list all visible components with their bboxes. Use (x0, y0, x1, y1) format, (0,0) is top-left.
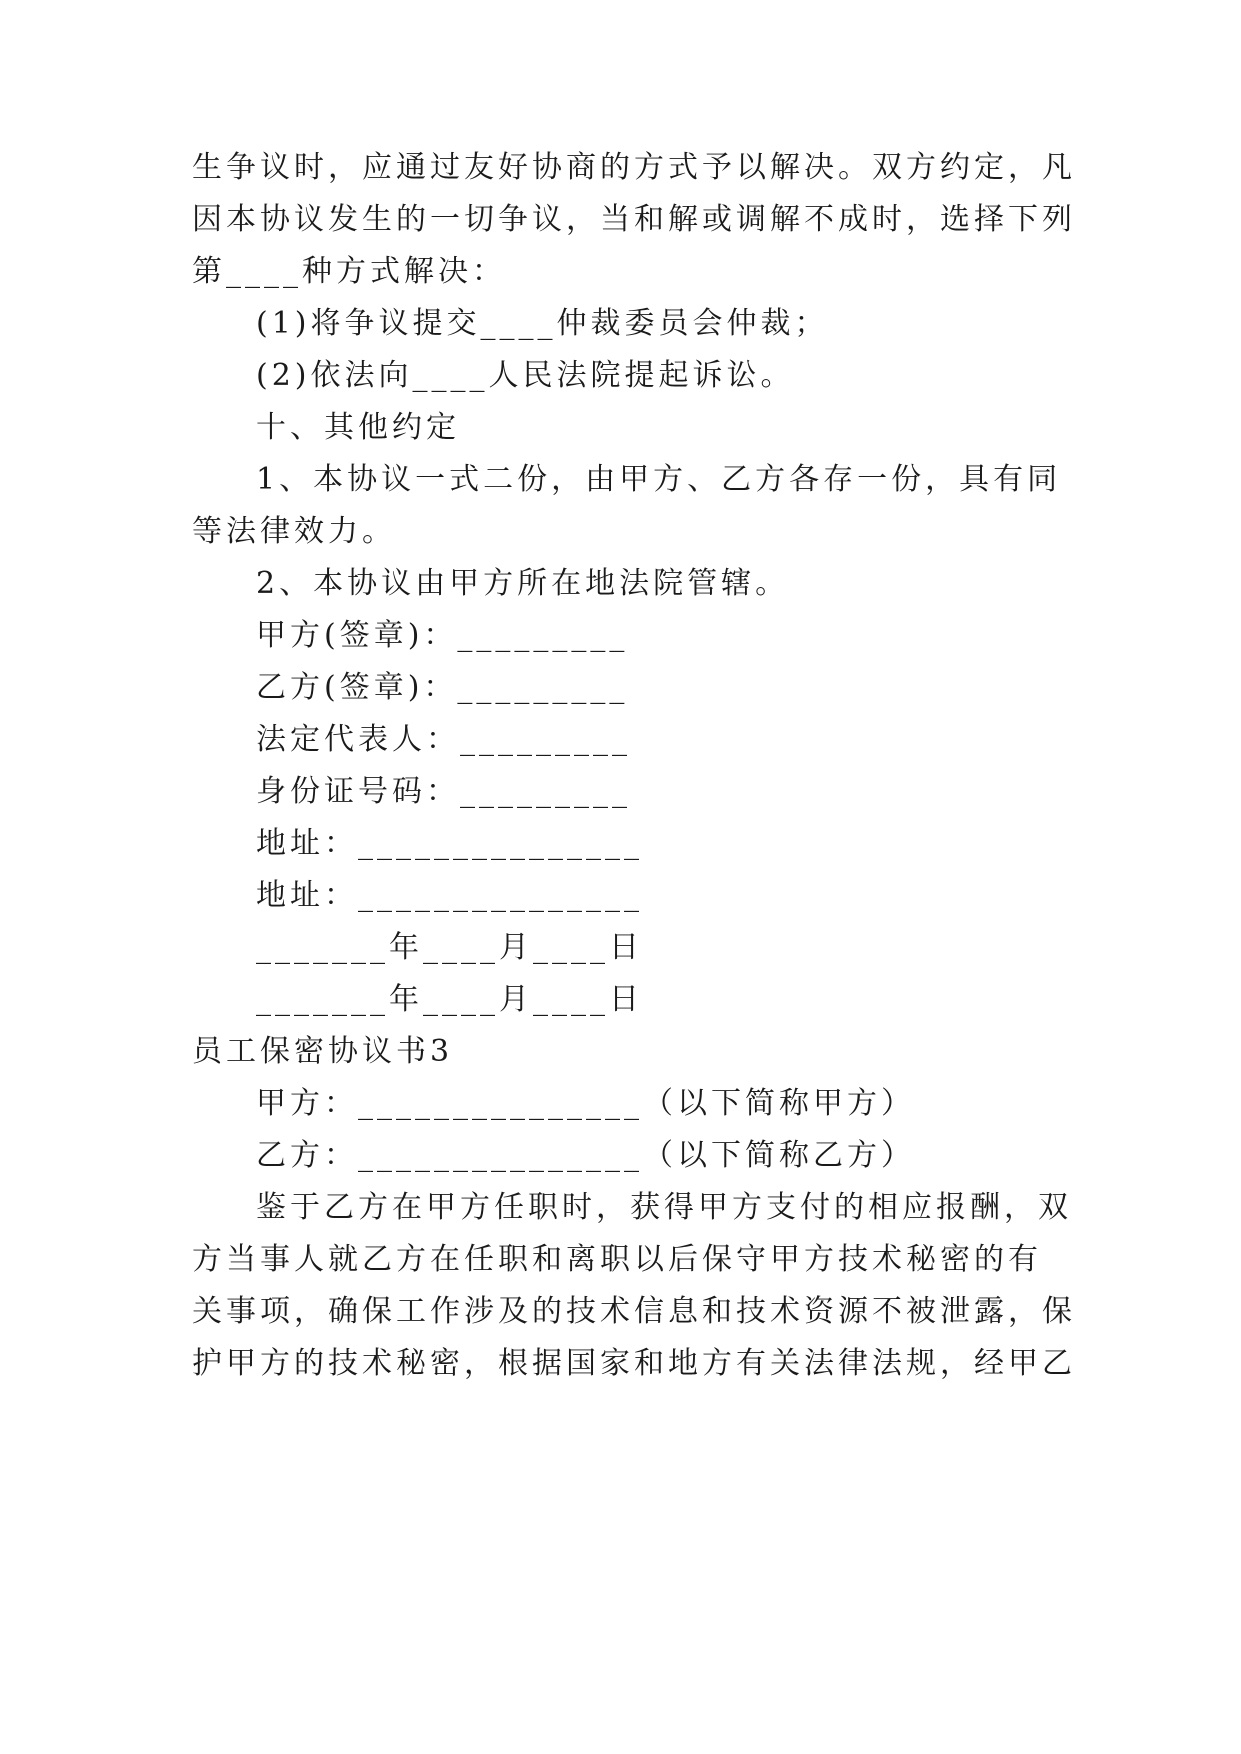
id-number-field: 身份证号码：_________ (256, 774, 631, 809)
party-b-field: 乙方：_______________（以下简称乙方） (256, 1138, 915, 1173)
signature-field-party-b: 乙方(签章)：_________ (256, 670, 629, 705)
date-field: _______年____月____日 (256, 930, 643, 965)
paragraph-line: 护甲方的技术秘密，根据国家和地方有关法律法规，经甲乙 (192, 1346, 1076, 1381)
paragraph-line: 1、本协议一式二份，由甲方、乙方各存一份，具有同 (256, 462, 1062, 497)
document-title: 员工保密协议书3 (192, 1034, 454, 1069)
list-item: (1)将争议提交____仲裁委员会仲裁； (256, 306, 829, 341)
legal-representative-field: 法定代表人：_________ (256, 722, 631, 757)
paragraph-line: 方当事人就乙方在任职和离职以后保守甲方技术秘密的有 (192, 1242, 1042, 1277)
paragraph-line: 鉴于乙方在甲方任职时，获得甲方支付的相应报酬，双 (256, 1190, 1072, 1225)
paragraph-line: 等法律效力。 (192, 514, 396, 549)
address-field: 地址：_______________ (256, 826, 643, 861)
address-field: 地址：_______________ (256, 878, 643, 913)
paragraph-line: 因本协议发生的一切争议，当和解或调解不成时，选择下列 (192, 202, 1076, 237)
paragraph-line: 生争议时，应通过友好协商的方式予以解决。双方约定，凡 (192, 150, 1076, 185)
party-a-field: 甲方：_______________（以下简称甲方） (256, 1086, 915, 1121)
paragraph-line: 2、本协议由甲方所在地法院管辖。 (256, 566, 790, 601)
section-heading: 十、其他约定 (256, 410, 460, 445)
date-field: _______年____月____日 (256, 982, 643, 1017)
paragraph-line: 第____种方式解决： (192, 254, 506, 289)
signature-field-party-a: 甲方(签章)：_________ (256, 618, 629, 653)
paragraph-line: 关事项，确保工作涉及的技术信息和技术资源不被泄露，保 (192, 1294, 1076, 1329)
list-item: (2)依法向____人民法院提起诉讼。 (256, 358, 795, 393)
